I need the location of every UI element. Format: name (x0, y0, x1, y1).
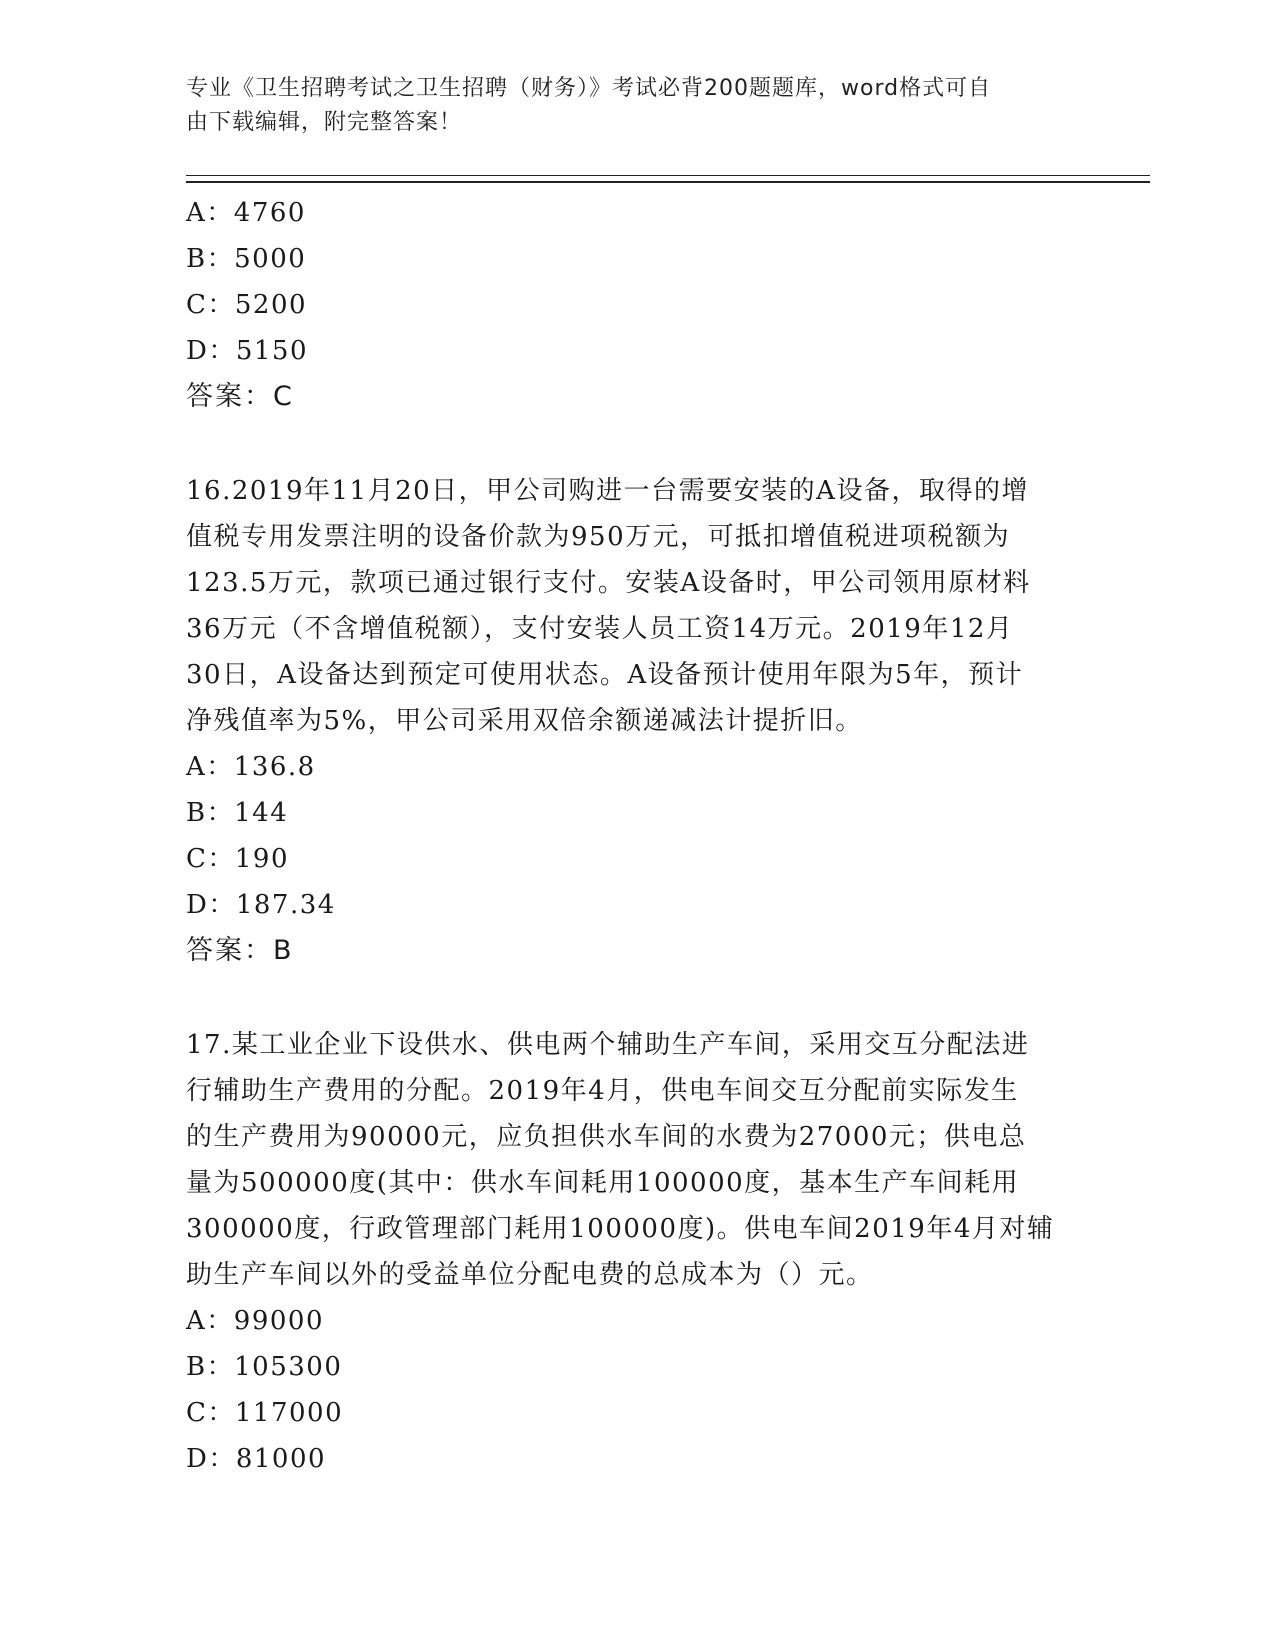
question-16-line-1: 16.2019年11月20日，甲公司购进一台需要安装的A设备，取得的增 (186, 476, 1029, 506)
option-d: D：5150 (186, 336, 309, 366)
option-c: C：117000 (186, 1398, 344, 1428)
question-16-line-4: 36万元（不含增值税额），支付安装人员工资14万元。2019年12月 (186, 614, 1014, 644)
question-15-answer: 答案：C (186, 381, 294, 412)
question-16-options (186, 744, 1086, 928)
option-d: D：187.34 (186, 890, 336, 920)
question-16-line-6: 净残值率为5%，甲公司采用双倍余额递减法计提折旧。 (186, 706, 863, 736)
option-b: B：144 (186, 798, 289, 828)
option-d: D：81000 (186, 1444, 327, 1474)
document-header (186, 72, 1056, 140)
document-body (186, 190, 1086, 1482)
header-divider (186, 175, 1150, 183)
question-17-line-2: 行辅助生产费用的分配。2019年4月，供电车间交互分配前实际发生 (186, 1076, 1019, 1106)
question-17-options (186, 1298, 1086, 1482)
option-b: B：5000 (186, 244, 307, 274)
question-16-line-5: 30日，A设备达到预定可使用状态。A设备预计使用年限为5年，预计 (186, 660, 1024, 690)
option-c: C：190 (186, 844, 290, 874)
question-16-line-2: 值税专用发票注明的设备价款为950万元，可抵扣增值税进项税额为 (186, 522, 1011, 552)
header-line-1: 专业《卫生招聘考试之卫生招聘（财务）》考试必背200题题库，word格式可自 (186, 76, 992, 101)
spacer (186, 974, 1086, 1022)
option-a: A：136.8 (186, 752, 316, 782)
question-16-answer: 答案：B (186, 935, 294, 966)
question-17-line-1: 17.某工业企业下设供水、供电两个辅助生产车间，采用交互分配法进 (186, 1030, 1030, 1060)
question-17 (186, 1022, 1086, 1298)
option-c: C：5200 (186, 290, 308, 320)
question-16 (186, 468, 1086, 744)
header-line-2: 由下载编辑，附完整答案！ (186, 110, 463, 135)
option-b: B：105300 (186, 1352, 343, 1382)
question-17-line-5: 300000度，行政管理部门耗用100000度)。供电车间2019年4月对辅 (186, 1214, 1055, 1244)
option-a: A：99000 (186, 1306, 324, 1336)
question-17-line-4: 量为500000度(其中：供水车间耗用100000度，基本生产车间耗用 (186, 1168, 1020, 1198)
question-15-options (186, 190, 1086, 374)
option-a: A：4760 (186, 198, 306, 228)
question-17-line-6: 助生产车间以外的受益单位分配电费的总成本为（）元。 (186, 1260, 874, 1290)
question-17-line-3: 的生产费用为90000元，应负担供水车间的水费为27000元；供电总 (186, 1122, 1027, 1152)
question-16-line-3: 123.5万元，款项已通过银行支付。安装A设备时，甲公司领用原材料 (186, 568, 1031, 598)
spacer (186, 420, 1086, 468)
